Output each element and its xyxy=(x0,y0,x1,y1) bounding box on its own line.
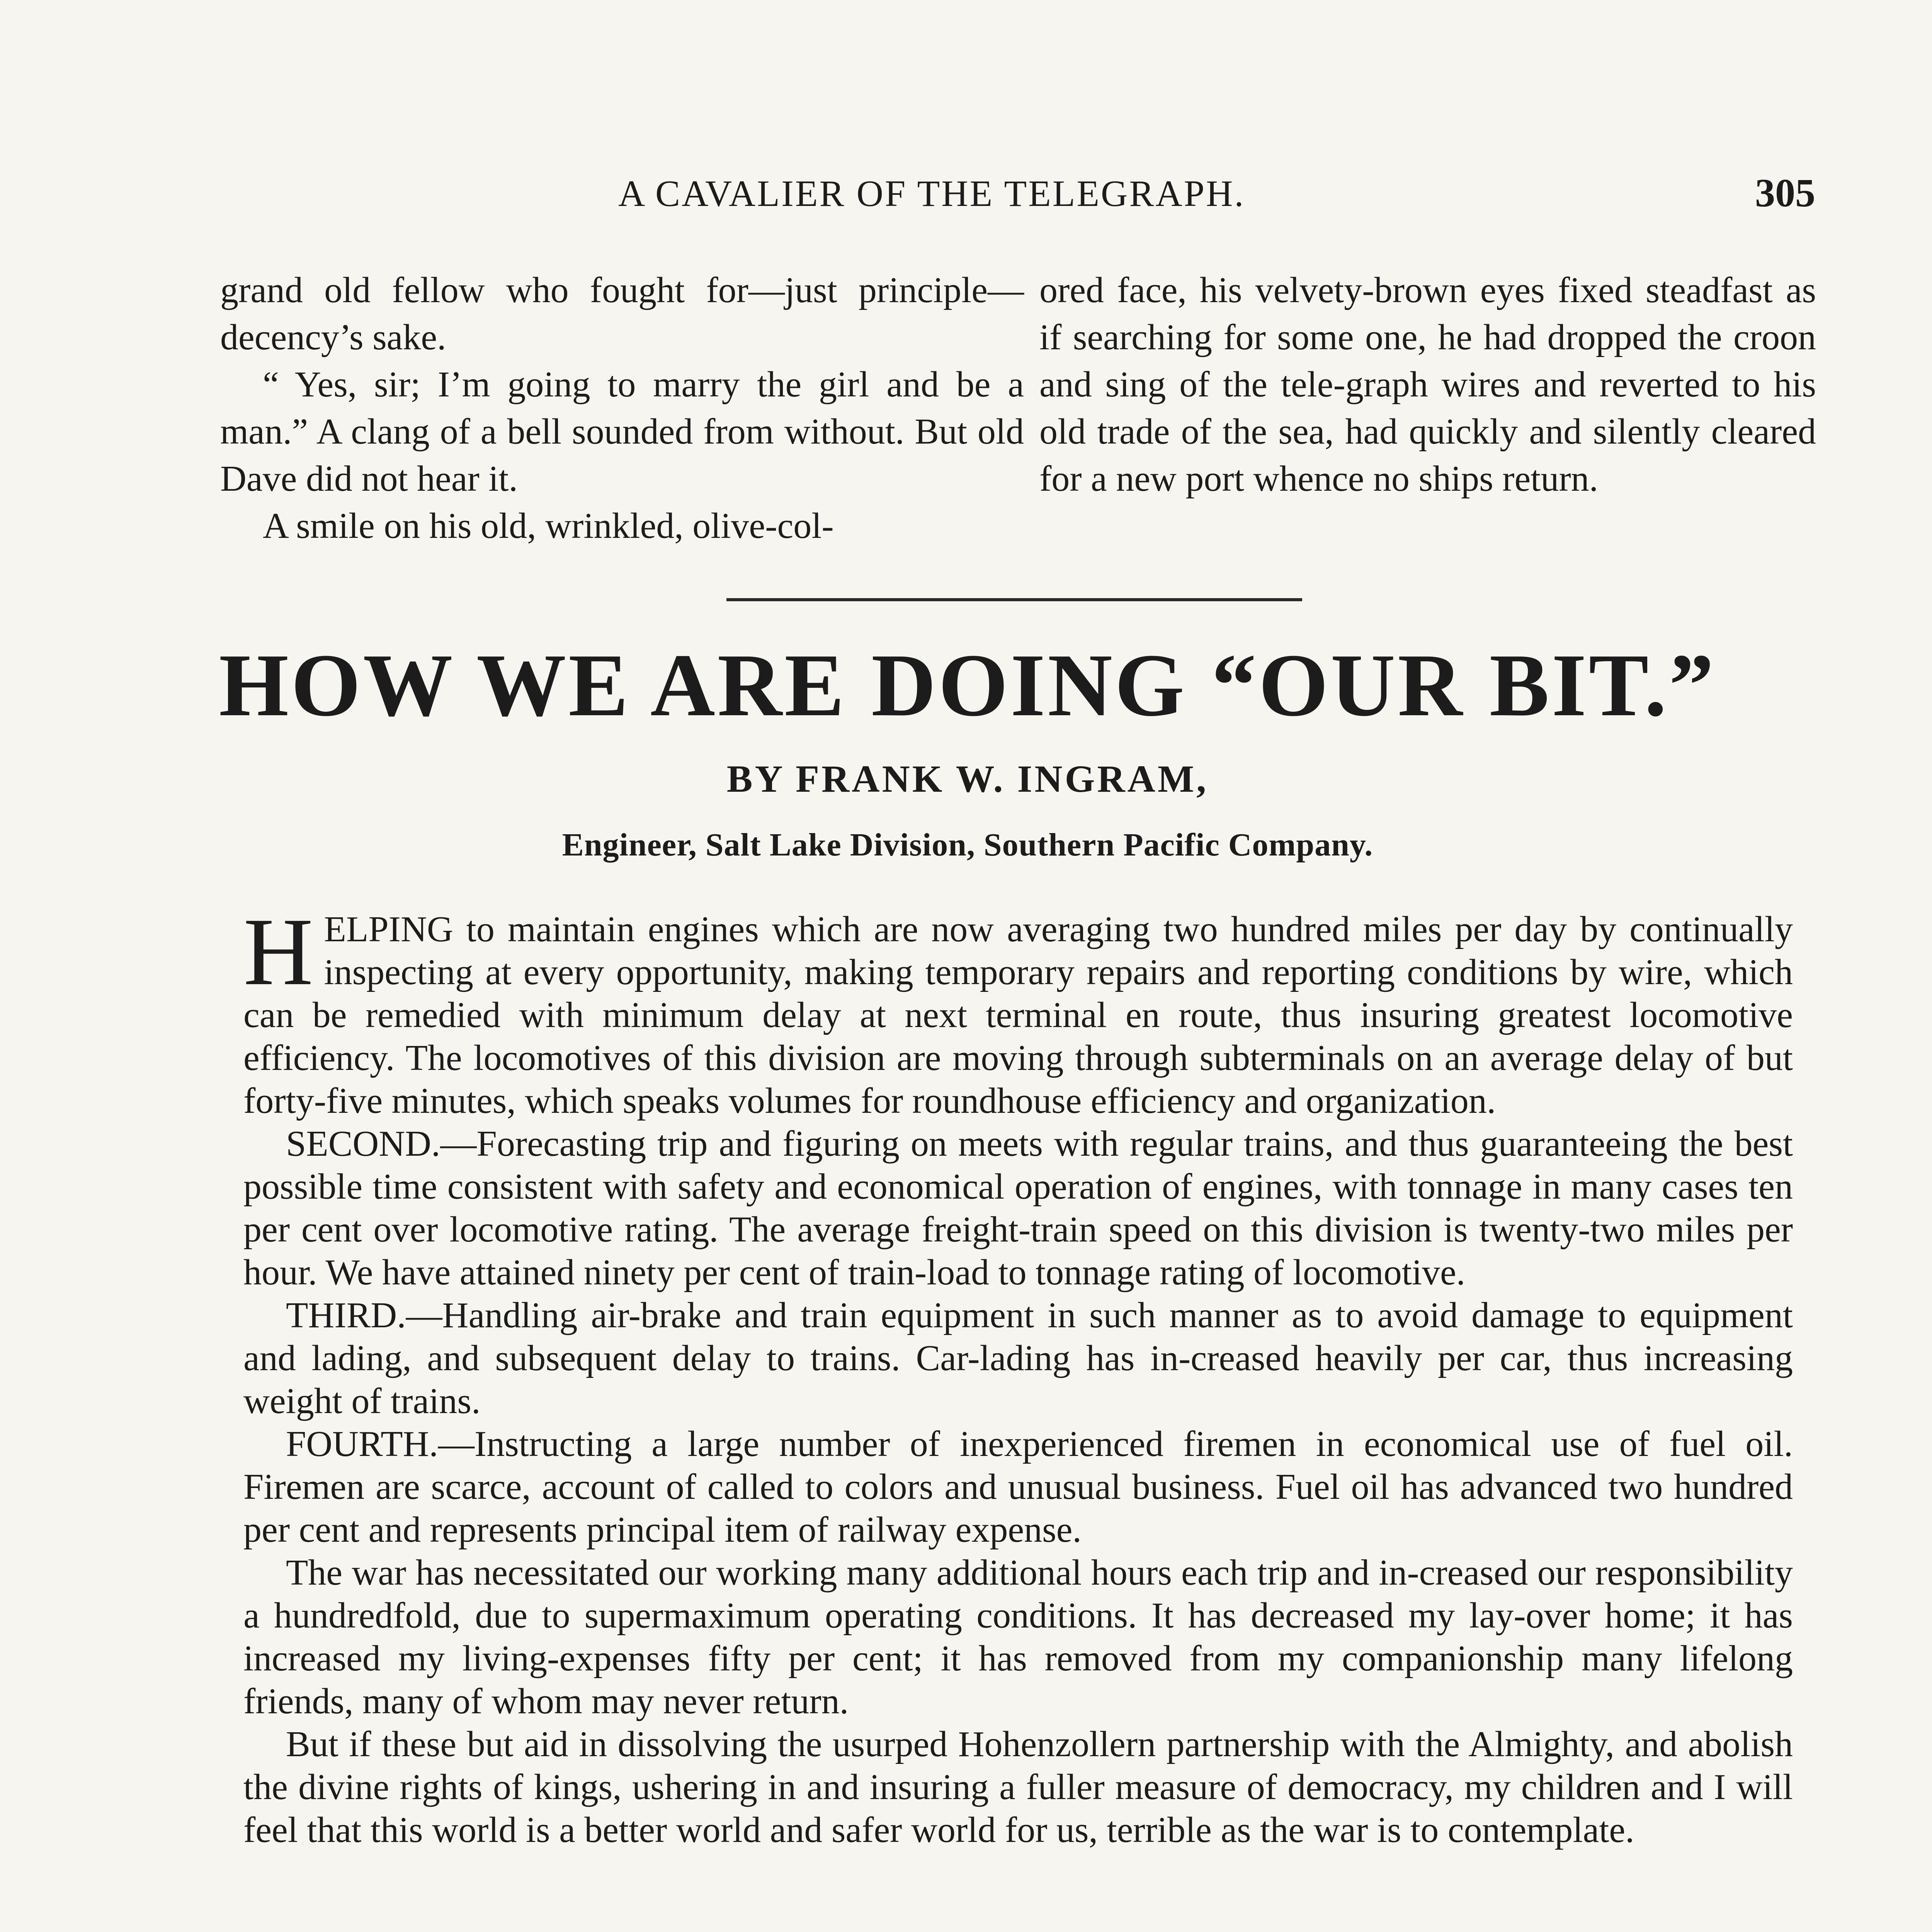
article-paragraph: The war has necessitated our working many additional hours each trip and in-creased our responsibility a hundredfold, due to supermaximum operating conditions. It has decreased my lay-over home; it has increased my living-expenses fifty per cent; it has removed from my companionship many lifelong friends, many of whom may never return. xyxy=(243,1553,1793,1721)
article-paragraph: HELPING to maintain engines which are now averaging two hundred miles per day by continually inspecting at every opportunity, making temporary repairs and reporting conditions by wire, which can be remedied with minimum delay at next terminal en route, thus insuring greatest locomotive efficiency. The locomotives of this division are moving through subterminals on an average delay of but forty-five minutes, which speaks volumes for roundhouse efficiency and organization. xyxy=(243,898,1793,1121)
drop-cap: H xyxy=(243,898,313,1005)
previous-story-left-column xyxy=(220,267,1024,549)
article-paragraph: THIRD.—Handling air-brake and train equipment in such manner as to avoid damage to equipment and lading, and subsequent delay to trains. Car-lading has in-creased heavily per car, thus increasing weight of trains. xyxy=(243,1295,1793,1421)
previous-story-paragraph: A smile on his old, wrinkled, olive-col- xyxy=(263,506,834,546)
article-title: HOW WE ARE DOING “OUR BIT.” xyxy=(219,636,1716,735)
author-byline: BY FRANK W. INGRAM, xyxy=(726,757,1209,800)
article-paragraph: But if these but aid in dissolving the usurped Hohenzollern partnership with the Almighty, and abolish the divine rights of kings, ushering in and insuring a fuller measure of democracy, my children and I will feel that this world is a better world and safer world for us, terrible as the war is to contemplate. xyxy=(243,1724,1793,1850)
previous-story-paragraph: ored face, his velvety-brown eyes fixed steadfast as if searching for some one, he had dropped the croon and sing of the tele-graph wires and reverted to his old trade of the sea, had quickly and silently cleared for a new port whence no ships return. xyxy=(1039,270,1816,499)
page-number: 305 xyxy=(1755,171,1815,215)
running-title: A CAVALIER OF THE TELEGRAPH. xyxy=(618,173,1245,214)
previous-story-paragraph: grand old fellow who fought for—just principle—decency’s sake. xyxy=(220,270,1024,357)
section-divider xyxy=(726,598,1302,601)
article-body-ingram xyxy=(243,898,1793,1852)
article-paragraph: SECOND.—Forecasting trip and figuring on meets with regular trains, and thus guaranteeing the best possible time consistent with safety and economical operation of engines, with tonnage in many cases ten per cent over locomotive rating. The average freight-train speed on this division is twenty-two miles per hour. We have attained ninety per cent of train-load to tonnage rating of locomotive. xyxy=(243,1124,1793,1293)
author-role: Engineer, Salt Lake Division, Southern Pacific Company. xyxy=(562,827,1373,863)
article-paragraph: FOURTH.—Instructing a large number of inexperienced firemen in economical use of fuel oil. Firemen are scarce, account of called to colors and unusual business. Fuel oil has advanced two hundred per cent and represents principal item of railway expense. xyxy=(243,1424,1793,1550)
previous-story-paragraph: “ Yes, sir; I’m going to marry the girl and be a man.” A clang of a bell sounded from without. But old Dave did not hear it. xyxy=(220,364,1024,499)
previous-story-right-column xyxy=(1039,267,1816,502)
